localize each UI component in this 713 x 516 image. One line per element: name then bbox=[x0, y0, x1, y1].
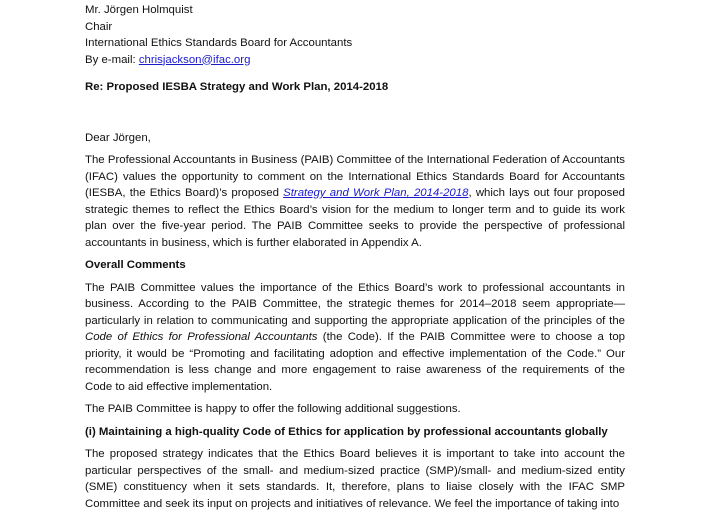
recipient-email-line bbox=[85, 52, 625, 69]
strategy-document-link[interactable]: Strategy and Work Plan, 2014-2018 bbox=[283, 187, 469, 199]
subject-line: Re: Proposed IESBA Strategy and Work Plan, 2014-2018 bbox=[85, 81, 389, 93]
section-i-clip bbox=[85, 446, 625, 510]
intro-paragraph bbox=[85, 152, 625, 251]
overall-comments-paragraph bbox=[85, 280, 625, 396]
overall-text-1: The PAIB Committee values the importance of the Ethics Board’s work to professional accountants in business. According to the PAIB Committee, the strategic themes for 2014–2018 seem appropriate—particularly in relation to communicating and supporting the appropriate application of the principles of the bbox=[85, 281, 625, 327]
letter-page bbox=[85, 2, 626, 510]
email-link[interactable]: chrisjackson@ifac.org bbox=[138, 53, 251, 66]
recipient-name: Mr. Jörgen Holmquist bbox=[85, 4, 193, 16]
intro-text-1: The Professional Accountants in Business (PAIB) Committee of the International Federation of Accountants (IFAC) values the opportunity to comment on the International Ethics Standards Board for Accountants (IESBA, the Ethics Board)’s proposed bbox=[85, 154, 625, 199]
overall-comments-heading: Overall Comments bbox=[85, 259, 186, 271]
email-label: By e-mail: bbox=[85, 53, 139, 66]
recipient-organization: International Ethics Standards Board for Accountants bbox=[85, 37, 353, 49]
section-i-paragraph: The proposed strategy indicates that the Ethics Board believes it is important to take into account the particular perspectives of the small- and medium-sized practice (SMP)/small- and medium-sized entity (SME) constituency when it sets standards. It, therefore, plans to liaise closely with the IFAC SMP Committee and seek its input on projects and initiatives of relevance. We feel the importance of taking into bbox=[85, 448, 625, 510]
intro-text-2: , which lays out four proposed strategic themes to reflect the Ethics Board’s vision for the medium to longer term and to guide its work plan over the five-year period. The PAIB Committee seeks to provide the perspective of professional accountants in business, which is further elaborated in Appendix A. bbox=[85, 187, 626, 249]
salutation: Dear Jörgen, bbox=[85, 131, 151, 144]
recipient-title: Chair bbox=[85, 20, 113, 33]
recipient-block bbox=[85, 2, 625, 68]
overall-text-2: (the Code). If the PAIB Committee were to choose a top priority, it would be “Promoting and facilitating adoption and effective implementation of the Code.” Our recommendation is less change and more engagement to raise awareness of the requirements of the Code to aid effective implementation. bbox=[85, 331, 626, 393]
section-i-heading: (i) Maintaining a high-quality Code of Ethics for application by professional accountants globally bbox=[85, 425, 608, 438]
code-title: Code of Ethics for Professional Accountants bbox=[85, 331, 318, 343]
additional-suggestions-paragraph: The PAIB Committee is happy to offer the following additional suggestions. bbox=[85, 403, 461, 415]
